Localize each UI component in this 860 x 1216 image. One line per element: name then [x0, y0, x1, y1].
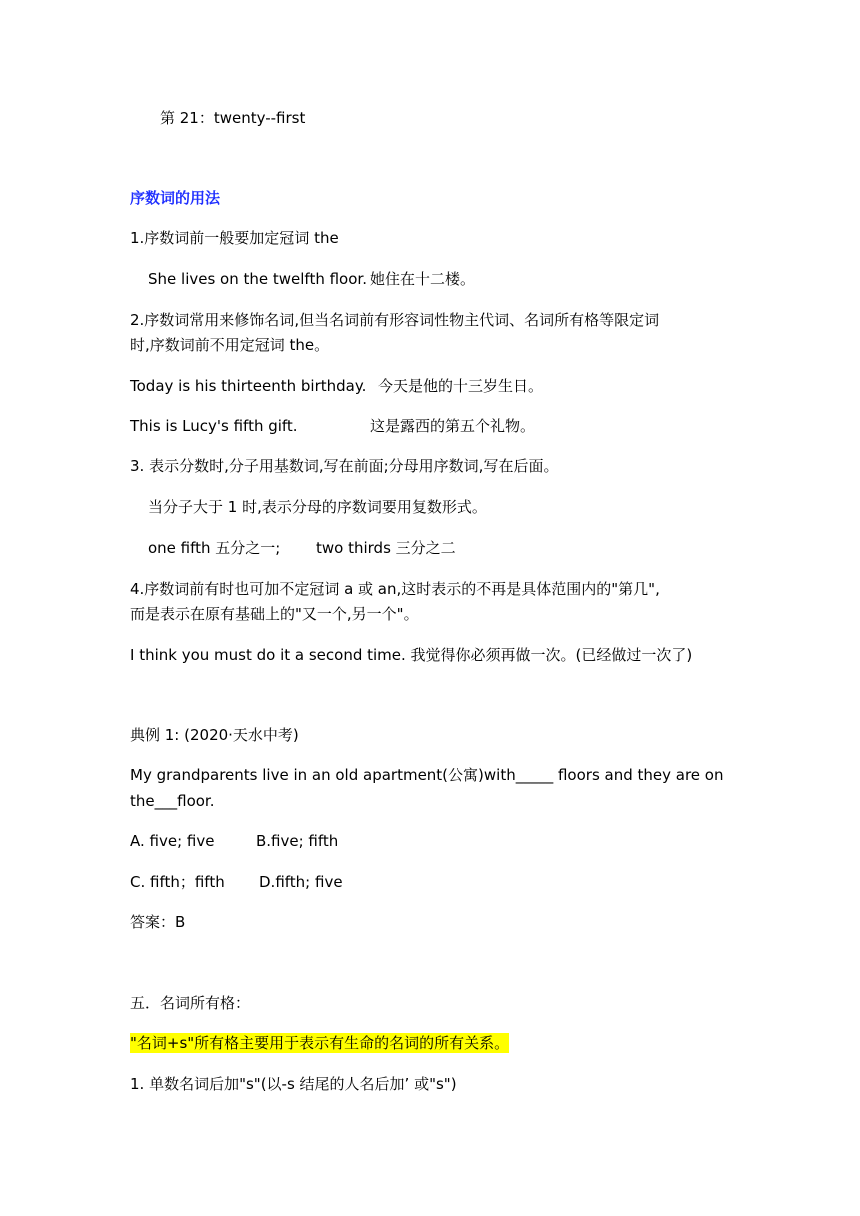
- rule-4-line-1: 4.序数词前有时也可加不定冠词 a 或 an,这时表示的不再是具体范围内的"第几",: [130, 580, 660, 598]
- option-a: A. five; five: [130, 832, 215, 850]
- example-sentence-english: Today is his thirteenth birthday.: [130, 377, 367, 395]
- example-question-title: 典例 1: (2020·天水中考): [130, 726, 299, 744]
- rule-4-line-2: 而是表示在原有基础上的"又一个,另一个"。: [130, 605, 419, 623]
- rule-2-line-2: 时,序数词前不用定冠词 the。: [130, 336, 330, 354]
- example-question-text-line-2: the___floor.: [130, 792, 215, 810]
- option-d: D.fifth; five: [259, 873, 343, 891]
- section-heading-possessive: 五．名词所有格：: [130, 994, 251, 1012]
- rule-3-line-1: 3. 表示分数时,分子用基数词,写在前面;分母用序数词,写在后面。: [130, 457, 559, 475]
- example-question-text-line-1: My grandparents live in an old apartment(公寓)with_____ floors and they are on: [130, 766, 724, 784]
- possessive-rule-1: 1. 单数名词后加"s"(以-s 结尾的人名后加’ 或"s"): [130, 1075, 457, 1093]
- ordinal-example-21: 第 21：twenty--first: [160, 109, 306, 127]
- example-sentence-english: This is Lucy's fifth gift.: [130, 417, 298, 435]
- rule-2-line-1: 2.序数词常用来修饰名词,但当名词前有形容词性物主代词、名词所有格等限定词: [130, 311, 660, 329]
- example-sentence-chinese: 她住在十二楼。: [370, 270, 476, 288]
- answer: 答案：B: [130, 913, 186, 931]
- rule-3-line-2: 当分子大于 1 时,表示分母的序数词要用复数形式。: [148, 498, 487, 516]
- example-sentence: I think you must do it a second time. 我觉得你必须再做一次。(已经做过一次了): [130, 646, 693, 664]
- rule-1: 1.序数词前一般要加定冠词 the: [130, 229, 339, 247]
- example-sentence-english: She lives on the twelfth floor.: [148, 270, 367, 288]
- option-c: C. fifth；fifth: [130, 873, 225, 891]
- option-b: B.five; fifth: [256, 832, 339, 850]
- fraction-example: one fifth 五分之一;: [148, 539, 281, 557]
- example-sentence-chinese: 这是露西的第五个礼物。: [370, 417, 536, 435]
- fraction-example: two thirds 三分之二: [316, 539, 456, 557]
- highlighted-rule: "名词+s"所有格主要用于表示有生命的名词的所有关系。: [130, 1034, 510, 1052]
- example-sentence-chinese: 今天是他的十三岁生日。: [378, 377, 544, 395]
- section-heading-ordinal-usage: 序数词的用法: [130, 189, 221, 207]
